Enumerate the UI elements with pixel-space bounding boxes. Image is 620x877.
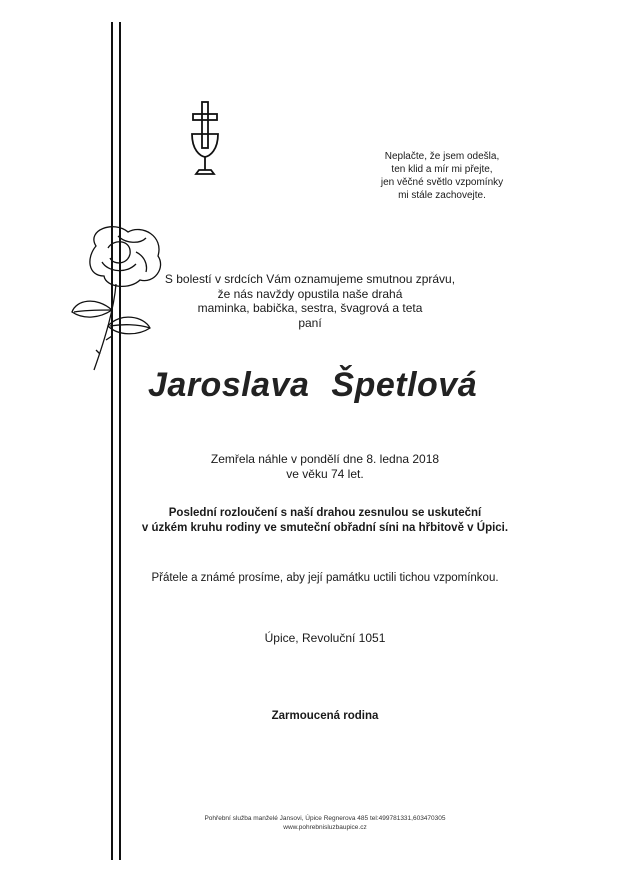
poem-line: ten klid a mír mi přejte, — [391, 164, 493, 175]
signature: Zarmoucená rodina — [271, 710, 379, 722]
border-line-left — [111, 22, 113, 860]
intro-line: paní — [298, 315, 322, 330]
footer-contact: Pohřební služba manželé Jansovi, Úpice Regnerova 485 tel:499781331,603470305 — [204, 815, 446, 822]
intro-line: že nás navždy opustila naše drahá — [217, 286, 403, 301]
poem-line: jen věčné světlo vzpomínky — [380, 177, 504, 188]
death-date-line: Zemřela náhle v pondělí dne 8. ledna 2018 — [210, 452, 440, 466]
death-info — [180, 452, 470, 481]
funeral-service-footer — [175, 814, 475, 832]
deceased-name — [148, 366, 568, 405]
friends-request: Přátele a známé prosíme, aby její památku uctili tichou vzpomínkou. — [151, 572, 499, 584]
poem — [342, 150, 542, 202]
border-line-right — [119, 22, 121, 860]
deceased-first-name: Jaroslava — [148, 366, 310, 404]
death-age-line: ve věku 74 let. — [286, 466, 364, 481]
deceased-last-name: Špetlová — [331, 366, 478, 404]
poem-line: Neplačte, že jsem odešla, — [384, 151, 500, 162]
footer-website: www.pohrebnisluzbaupice.cz — [283, 824, 367, 831]
funeral-info — [125, 506, 525, 536]
funeral-line: v úzkém kruhu rodiny ve smuteční obřadní síni na hřbitově v Úpici. — [141, 522, 509, 534]
poem-line: mi stále zachovejte. — [398, 190, 486, 201]
intro-line: S bolestí v srdcích Vám oznamujeme smutnou zprávu, — [164, 272, 456, 286]
funeral-line: Poslední rozloučení s naší drahou zesnulou se uskuteční — [168, 507, 482, 519]
announcement-intro — [150, 272, 470, 330]
cross-chalice-icon — [190, 100, 220, 178]
intro-line: maminka, babička, sestra, švagrová a teta — [197, 301, 423, 315]
family-address: Úpice, Revoluční 1051 — [264, 631, 386, 645]
